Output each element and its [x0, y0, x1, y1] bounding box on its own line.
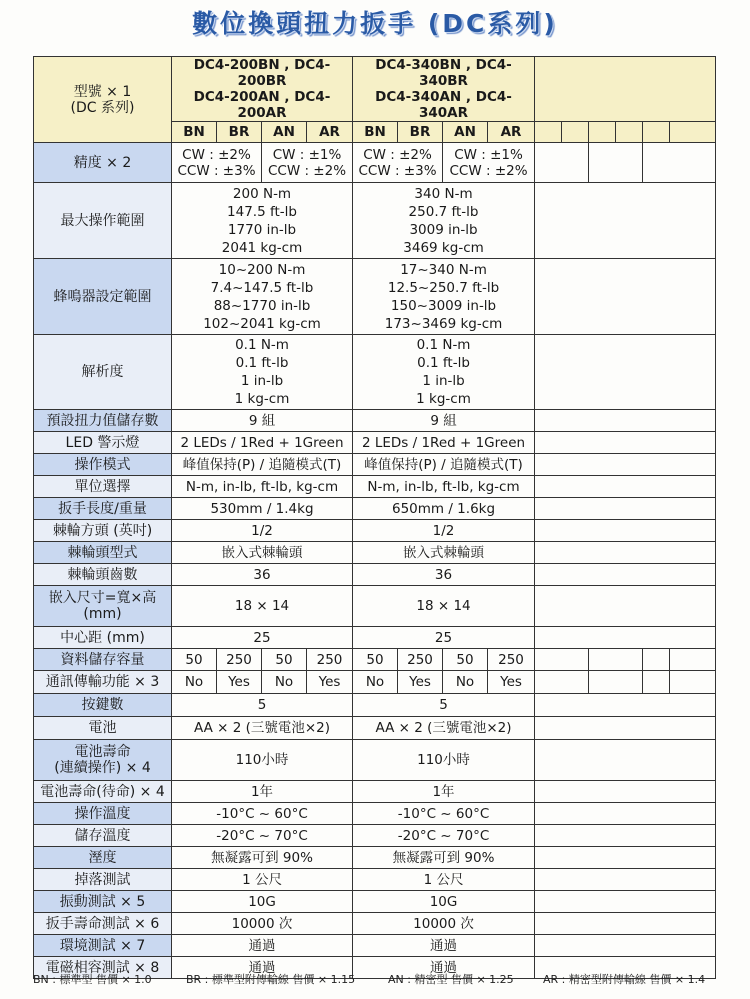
- value-340: 650mm / 1.6kg: [353, 498, 535, 520]
- row-label: 解析度: [34, 335, 172, 410]
- table-row: [34, 935, 716, 957]
- row-label: 電池壽命 (連續操作) × 4: [34, 740, 172, 781]
- row-label: LED 警示燈: [34, 432, 172, 454]
- blank-cell: [589, 671, 643, 694]
- legend-ar: AR : 精密型附傳輸線 售價 × 1.4: [543, 973, 706, 986]
- blank-cell: [535, 586, 716, 627]
- value-200: N-m, in-lb, ft-lb, kg-cm: [172, 476, 353, 498]
- value-340: 36: [353, 564, 535, 586]
- row-label: 溼度: [34, 847, 172, 869]
- row-label: 棘輪頭型式: [34, 542, 172, 564]
- value-200: 5: [172, 694, 353, 717]
- table-row: [34, 740, 716, 781]
- sub-header: BR: [217, 122, 262, 143]
- row-label: 扳手壽命測試 × 6: [34, 913, 172, 935]
- table-row: [34, 454, 716, 476]
- comm-cell: No: [443, 671, 488, 694]
- row-label: 資料儲存容量: [34, 649, 172, 671]
- table-row: [34, 627, 716, 649]
- blank-cell: [535, 717, 716, 740]
- value-340: 5: [353, 694, 535, 717]
- precision-a-200: CW : ±1% CCW : ±2%: [262, 143, 353, 183]
- legend-br: BR : 標準型附傳輸線 售價 × 1.15: [186, 973, 356, 986]
- comm-cell: No: [262, 671, 307, 694]
- table-row: [34, 57, 716, 122]
- value-200: 峰值保持(P) / 追隨模式(T): [172, 454, 353, 476]
- blank-cell: [535, 694, 716, 717]
- memory-cell: 250: [217, 649, 262, 671]
- row-label: 預設扭力值儲存數: [34, 410, 172, 432]
- price-legend: [33, 968, 723, 988]
- resolution-340: 0.1 N-m 0.1 ft-lb 1 in-lb 1 kg-cm: [353, 335, 535, 410]
- value-340: 25: [353, 627, 535, 649]
- table-row: [34, 847, 716, 869]
- row-label: 中心距 (mm): [34, 627, 172, 649]
- blank-cell: [535, 476, 716, 498]
- table-row: [34, 520, 716, 542]
- blank-cell: [535, 740, 716, 781]
- value-200: 通過: [172, 957, 353, 979]
- memory-cell: 50: [353, 649, 398, 671]
- value-200: 25: [172, 627, 353, 649]
- blank-cell: [535, 498, 716, 520]
- value-200: 10000 次: [172, 913, 353, 935]
- value-340: 2 LEDs / 1Red + 1Green: [353, 432, 535, 454]
- row-label: 精度 × 2: [34, 143, 172, 183]
- blank-cell: [535, 57, 716, 122]
- table-row: [34, 913, 716, 935]
- blank-cell: [535, 935, 716, 957]
- buzzer-340: 17~340 N-m 12.5~250.7 ft-lb 150~3009 in-lb 173~3469 kg-cm: [353, 259, 535, 335]
- blank-cell: [616, 122, 643, 143]
- table-row: [34, 803, 716, 825]
- sub-header: BN: [353, 122, 398, 143]
- value-340: 1/2: [353, 520, 535, 542]
- blank-cell: [535, 542, 716, 564]
- row-label: 按鍵數: [34, 694, 172, 717]
- blank-cell: [670, 122, 716, 143]
- value-200: 嵌入式棘輪頭: [172, 542, 353, 564]
- precision-b-340: CW : ±2% CCW : ±3%: [353, 143, 443, 183]
- value-340: 10000 次: [353, 913, 535, 935]
- value-340: 110小時: [353, 740, 535, 781]
- row-label: 掉落測試: [34, 869, 172, 891]
- sub-header: AR: [307, 122, 353, 143]
- blank-cell: [535, 913, 716, 935]
- table-row: [34, 410, 716, 432]
- precision-a-340: CW : ±1% CCW : ±2%: [443, 143, 535, 183]
- table-row: [34, 717, 716, 740]
- value-340: -20°C ~ 70°C: [353, 825, 535, 847]
- row-label: 棘輪頭齒數: [34, 564, 172, 586]
- value-200: 36: [172, 564, 353, 586]
- blank-cell: [643, 671, 670, 694]
- table-row: [34, 891, 716, 913]
- row-label: 振動測試 × 5: [34, 891, 172, 913]
- row-label: 操作模式: [34, 454, 172, 476]
- table-row: [34, 649, 716, 671]
- sub-header: AN: [262, 122, 307, 143]
- sub-header: AN: [443, 122, 488, 143]
- value-200: AA × 2 (三號電池×2): [172, 717, 353, 740]
- value-200: 18 × 14: [172, 586, 353, 627]
- row-label: 操作溫度: [34, 803, 172, 825]
- table-row: [34, 476, 716, 498]
- memory-cell: 50: [443, 649, 488, 671]
- blank-cell: [670, 649, 716, 671]
- comm-cell: Yes: [488, 671, 535, 694]
- value-340: 嵌入式棘輪頭: [353, 542, 535, 564]
- table-row: [34, 825, 716, 847]
- value-200: 通過: [172, 935, 353, 957]
- value-200: 530mm / 1.4kg: [172, 498, 353, 520]
- memory-cell: 250: [307, 649, 353, 671]
- legend-bn: BN : 標準型 售價 × 1.0: [33, 973, 152, 986]
- row-label: 嵌入尺寸=寬×高 (mm): [34, 586, 172, 627]
- blank-cell: [643, 122, 670, 143]
- table-row: [34, 694, 716, 717]
- table-row: [34, 869, 716, 891]
- blank-cell: [535, 454, 716, 476]
- memory-cell: 50: [262, 649, 307, 671]
- blank-cell: [670, 671, 716, 694]
- blank-cell: [535, 649, 589, 671]
- comm-cell: Yes: [217, 671, 262, 694]
- value-340: 1年: [353, 781, 535, 803]
- comm-cell: No: [353, 671, 398, 694]
- row-label: 棘輪方頭 (英吋): [34, 520, 172, 542]
- blank-cell: [535, 432, 716, 454]
- blank-cell: [562, 122, 589, 143]
- value-340: 10G: [353, 891, 535, 913]
- value-340: 18 × 14: [353, 586, 535, 627]
- row-label: 扳手長度/重量: [34, 498, 172, 520]
- value-340: AA × 2 (三號電池×2): [353, 717, 535, 740]
- buzzer-200: 10~200 N-m 7.4~147.5 ft-lb 88~1770 in-lb 102~2041 kg-cm: [172, 259, 353, 335]
- model-label: 型號 × 1 (DC 系列): [34, 57, 172, 143]
- row-label: 電池: [34, 717, 172, 740]
- sub-header: BN: [172, 122, 217, 143]
- table-row: [34, 586, 716, 627]
- blank-cell: [535, 869, 716, 891]
- value-200: 1 公尺: [172, 869, 353, 891]
- blank-cell: [535, 803, 716, 825]
- value-340: 9 組: [353, 410, 535, 432]
- blank-cell: [535, 891, 716, 913]
- comm-cell: No: [172, 671, 217, 694]
- table-row: [34, 335, 716, 410]
- row-label: 通訊傳輸功能 × 3: [34, 671, 172, 694]
- table-row: [34, 259, 716, 335]
- value-200: 1年: [172, 781, 353, 803]
- row-label: 單位選擇: [34, 476, 172, 498]
- memory-cell: 250: [488, 649, 535, 671]
- blank-cell: [589, 143, 643, 183]
- value-340: 1 公尺: [353, 869, 535, 891]
- resolution-200: 0.1 N-m 0.1 ft-lb 1 in-lb 1 kg-cm: [172, 335, 353, 410]
- row-label: 儲存溫度: [34, 825, 172, 847]
- blank-cell: [535, 335, 716, 410]
- value-340: 通過: [353, 935, 535, 957]
- range-200: 200 N-m 147.5 ft-lb 1770 in-lb 2041 kg-cm: [172, 183, 353, 259]
- value-340: 峰值保持(P) / 追隨模式(T): [353, 454, 535, 476]
- model-group-200: DC4-200BN , DC4-200BR DC4-200AN , DC4-200AR: [172, 57, 353, 122]
- row-label: 最大操作範圍: [34, 183, 172, 259]
- table-row: [34, 432, 716, 454]
- table-row: [34, 671, 716, 694]
- blank-cell: [535, 564, 716, 586]
- legend-an: AN : 精密型 售價 × 1.25: [388, 973, 514, 986]
- table-row: [34, 498, 716, 520]
- blank-cell: [535, 122, 562, 143]
- spec-table: [33, 56, 716, 979]
- value-200: 1/2: [172, 520, 353, 542]
- blank-cell: [535, 825, 716, 847]
- value-340: 無凝露可到 90%: [353, 847, 535, 869]
- table-row: [34, 183, 716, 259]
- precision-b-200: CW : ±2% CCW : ±3%: [172, 143, 262, 183]
- value-340: -10°C ~ 60°C: [353, 803, 535, 825]
- table-row: [34, 143, 716, 183]
- row-label: 電池壽命(待命) × 4: [34, 781, 172, 803]
- value-200: 無凝露可到 90%: [172, 847, 353, 869]
- blank-cell: [535, 520, 716, 542]
- blank-cell: [535, 259, 716, 335]
- blank-cell: [589, 649, 643, 671]
- row-label: 環境測試 × 7: [34, 935, 172, 957]
- value-200: -20°C ~ 70°C: [172, 825, 353, 847]
- memory-cell: 250: [398, 649, 443, 671]
- value-200: 2 LEDs / 1Red + 1Green: [172, 432, 353, 454]
- row-label: 蜂鳴器設定範圍: [34, 259, 172, 335]
- memory-cell: 50: [172, 649, 217, 671]
- page-title: 數位換頭扭力扳手 (DC系列): [192, 9, 558, 38]
- range-340: 340 N-m 250.7 ft-lb 3009 in-lb 3469 kg-cm: [353, 183, 535, 259]
- value-200: 9 組: [172, 410, 353, 432]
- comm-cell: Yes: [307, 671, 353, 694]
- model-group-340: DC4-340BN , DC4-340BR DC4-340AN , DC4-340AR: [353, 57, 535, 122]
- value-340: 通過: [353, 957, 535, 979]
- blank-cell: [535, 847, 716, 869]
- blank-cell: [535, 143, 589, 183]
- sub-header: BR: [398, 122, 443, 143]
- blank-cell: [535, 183, 716, 259]
- blank-cell: [535, 781, 716, 803]
- blank-cell: [535, 671, 589, 694]
- blank-cell: [643, 649, 670, 671]
- table-row: [34, 564, 716, 586]
- blank-cell: [535, 627, 716, 649]
- row-label: 電磁相容測試 × 8: [34, 957, 172, 979]
- value-200: 10G: [172, 891, 353, 913]
- blank-cell: [535, 410, 716, 432]
- sub-header: AR: [488, 122, 535, 143]
- value-340: N-m, in-lb, ft-lb, kg-cm: [353, 476, 535, 498]
- value-200: 110小時: [172, 740, 353, 781]
- comm-cell: Yes: [398, 671, 443, 694]
- blank-cell: [589, 122, 616, 143]
- table-row: [34, 781, 716, 803]
- blank-cell: [643, 143, 716, 183]
- table-row: [34, 542, 716, 564]
- value-200: -10°C ~ 60°C: [172, 803, 353, 825]
